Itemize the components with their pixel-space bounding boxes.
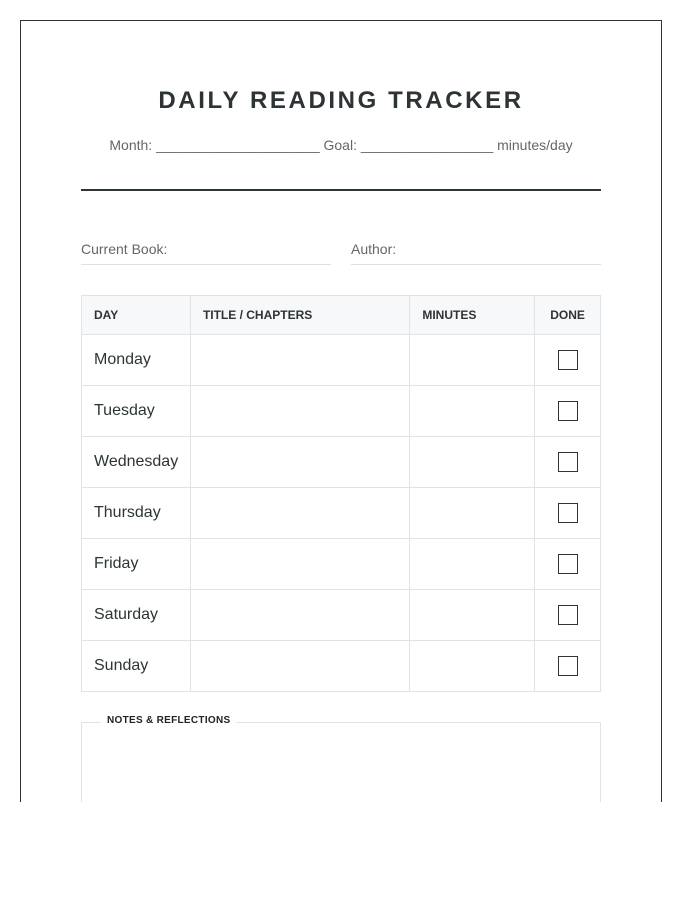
month-goal-line	[21, 137, 661, 153]
header-title: TITLE / CHAPTERS	[190, 296, 409, 335]
table-row	[82, 641, 601, 692]
done-cell	[535, 488, 601, 539]
current-book-label: Current Book:	[81, 241, 168, 257]
title-cell[interactable]	[190, 590, 409, 641]
done-checkbox[interactable]	[558, 605, 578, 625]
title-cell[interactable]	[190, 539, 409, 590]
header-day: DAY	[82, 296, 191, 335]
day-cell: Monday	[82, 335, 191, 386]
title-cell[interactable]	[190, 437, 409, 488]
minutes-cell[interactable]	[410, 539, 535, 590]
notes-area[interactable]	[81, 722, 601, 802]
day-cell: Saturday	[82, 590, 191, 641]
done-checkbox[interactable]	[558, 503, 578, 523]
table-row	[82, 539, 601, 590]
header-done: DONE	[535, 296, 601, 335]
reading-table	[81, 295, 601, 692]
header-minutes: MINUTES	[410, 296, 535, 335]
day-cell: Thursday	[82, 488, 191, 539]
minutes-cell[interactable]	[410, 641, 535, 692]
minutes-cell[interactable]	[410, 437, 535, 488]
done-checkbox[interactable]	[558, 656, 578, 676]
day-cell: Friday	[82, 539, 191, 590]
done-cell	[535, 641, 601, 692]
goal-unit: minutes/day	[497, 137, 573, 153]
title-cell[interactable]	[190, 641, 409, 692]
minutes-cell[interactable]	[410, 335, 535, 386]
tracker-page	[20, 20, 662, 802]
table-row	[82, 386, 601, 437]
minutes-cell[interactable]	[410, 488, 535, 539]
day-cell: Wednesday	[82, 437, 191, 488]
title-cell[interactable]	[190, 386, 409, 437]
table-row	[82, 590, 601, 641]
done-checkbox[interactable]	[558, 401, 578, 421]
goal-label: Goal:	[323, 137, 357, 153]
done-checkbox[interactable]	[558, 350, 578, 370]
table-row	[82, 335, 601, 386]
minutes-cell[interactable]	[410, 590, 535, 641]
done-checkbox[interactable]	[558, 554, 578, 574]
day-cell: Tuesday	[82, 386, 191, 437]
divider	[81, 189, 601, 191]
title-cell[interactable]	[190, 488, 409, 539]
done-cell	[535, 386, 601, 437]
notes-label: NOTES & REFLECTIONS	[101, 715, 236, 726]
done-cell	[535, 590, 601, 641]
table-row	[82, 437, 601, 488]
minutes-cell[interactable]	[410, 386, 535, 437]
goal-input[interactable]: _________________	[360, 137, 494, 153]
done-cell	[535, 437, 601, 488]
title-cell[interactable]	[190, 335, 409, 386]
done-cell	[535, 539, 601, 590]
author-field[interactable]	[351, 241, 601, 265]
done-cell	[535, 335, 601, 386]
month-label: Month:	[109, 137, 153, 153]
page-title: DAILY READING TRACKER	[158, 87, 524, 114]
done-checkbox[interactable]	[558, 452, 578, 472]
month-input[interactable]: _____________________	[156, 137, 320, 153]
day-cell: Sunday	[82, 641, 191, 692]
current-book-field[interactable]	[81, 241, 331, 265]
table-row	[82, 488, 601, 539]
author-label: Author:	[351, 241, 397, 257]
